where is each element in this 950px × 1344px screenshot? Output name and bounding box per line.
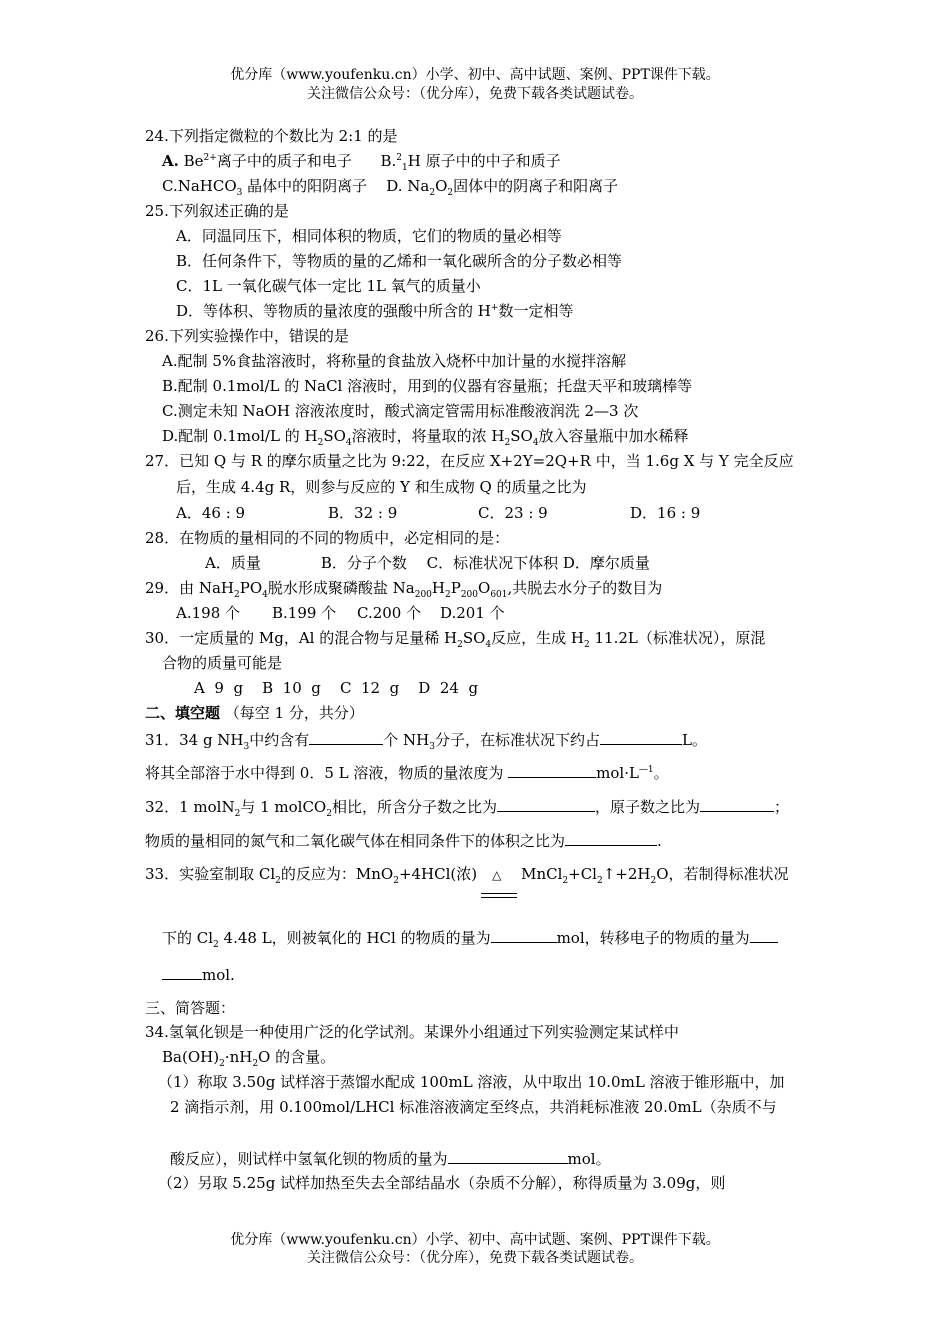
q33-l1e: +Cl [568,865,597,883]
heating-condition-sign [481,865,517,885]
q33-l1d: MnCl [521,865,563,883]
page-header-line-2: 关注微信公众号：（优分库），免费下载各类试题试卷。 [307,86,643,102]
q25-option-d: D．等体积、等物质的量浓度的强酸中所含的 H+数一定相等 [176,302,574,320]
q32-blank-2[interactable] [700,796,774,812]
q26-stem: 26.下列实验操作中，错误的是 [145,327,349,345]
q26-d-part1: D.配制 0.1mol/L 的 H [162,427,318,445]
q28-options: A．质量 B．分子个数 C．标准状况下体积 D．摩尔质量 [205,554,650,572]
q30-stem-1b: 反应，生成 H [491,629,584,647]
q30-stem-1: 30．一定质量的 Mg，Al 的混合物与足量稀 $H_2SO_4$反应，生成 $H_2$ 11.2L（标准状况），原混 [145,629,766,650]
q24-option-c: 晶体中的阳阴离子 [247,177,368,195]
q33-line-3 [162,964,235,985]
q34-part2-line-1: （2）另取 5.25g 试样加热至失去全部结晶水（杂质不分解），称得质量为 3.09g，则 [158,1174,726,1192]
equals-bar-bottom [481,897,517,898]
q34-l2c: O 的含量。 [258,1048,336,1066]
q29-option-b: B.199 个 [272,604,337,622]
q27-option-b: B．32 : 9 [328,504,398,522]
q31-line-1: 31．34 g $NH_3$中约含有 个 $NH_3$分子，在标准状况下约占 L。 [145,731,707,752]
q33-l1f: ↑+2H [602,865,651,883]
page-footer-line-2: 关注微信公众号：（优分库），免费下载各类试题试卷。 [307,1250,643,1266]
q24-stem: 24.下列指定微粒的个数比为 2:1 的是 [145,127,398,145]
section-3-title: 三、简答题： [145,999,236,1017]
q29-stem-c: ,共脱去水分子的数目为 [507,579,663,597]
q33-l1a: 33．实验室制取 Cl [145,865,276,883]
q33-l2c: mol，转移电子的物质的量为 [556,929,750,947]
q32-l1c: 相比，所含分子数之比为 [331,798,497,816]
delta-icon: △ [492,868,502,882]
q31-l1a: 31．34 g NH [145,731,244,749]
q34-p1c: 酸反应），则试样中氢氧化钡的物质的量为 [170,1150,448,1168]
q27-option-a: A．46 : 9 [176,504,246,522]
q26-option-d: D.配制 0.1mol/L 的 $H_2SO_4$溶液时，将量取的浓 $H_2SO_4$放入容量瓶中加水稀释 [162,427,689,448]
q33-blank-2b[interactable] [162,964,202,980]
q34-line-2: $Ba(OH)_2\cdot nH_2O$ 的含量。 [162,1048,336,1069]
q32-l1e: ； [773,798,789,816]
q34-l2b: ·nH [224,1048,253,1066]
q26-option-b: B.配制 0.1mol/L 的 NaCl 溶液时，用到的仪器有容量瓶；托盘天平和玻璃棒等 [162,377,693,395]
q24-option-d: 固体中的阴离子和阳离子 [453,177,619,195]
section-2-heading [145,703,364,723]
q30-stem-1c: 11.2L（标准状况），原混 [589,629,766,647]
q34-l2a: Ba(OH) [162,1048,220,1066]
q30-options: A 9 g B 10 g C 12 g D 24 g [194,679,479,697]
q25-option-a: A．同温同压下，相同体积的物质，它们的物质的量必相等 [176,227,562,245]
page-footer-line-1: 优分库（www.youfenku.cn）小学、初中、高中试题、案例、PPT课件下载。 [230,1232,720,1248]
q30-stem-1a: 30．一定质量的 Mg，Al 的混合物与足量稀 H [145,629,458,647]
q32-l2b: . [657,832,662,850]
q31-l1c: 个 NH [383,731,430,749]
q33-line-2: 下的 $Cl_2$ 4.48 L，则被氧化的 HCl 的物质的量为 mol，转移电子的物质的量为 [162,927,778,948]
q31-blank-3[interactable] [508,762,596,778]
q32-l1d: ，原子数之比为 [594,798,700,816]
q29-stem: 29．由 $NaH_2PO_4$脱水形成聚磷酸盐 $Na_{200}H_2P_{200}O_{601}$,共脱去水分子的数目为 [145,579,663,600]
q25-option-c: C．1L 一氧化碳气体一定比 1L 氧气的质量小 [176,277,481,295]
q34-part1-line-3 [170,1148,611,1169]
q33-line-1: 33．实验室制取 $Cl_2$的反应为：MnO$_2$+4HCl(浓) △ $MnCl_2+Cl_2↑+2H_2O$，若制得标准状况 [145,864,789,885]
q31-l2b: mol·L [596,764,639,782]
q33-blank-1[interactable] [491,927,557,943]
q33-l3: mol. [202,966,235,984]
q31-l2a: 将其全部溶于水中得到 0．5 L 溶液，物质的量浓度为 [145,764,504,782]
q28-stem: 28．在物质的量相同的不同的物质中，必定相同的是： [145,529,510,547]
q33-l1c: +4HCl(浓) [398,865,478,883]
q31-l1d: 分子，在标准状况下约占 [435,731,601,749]
q29-stem-a: 29．由 NaH [145,579,235,597]
q25-option-b: B．任何条件下，等物质的量的乙烯和一氧化碳所含的分子数必相等 [176,252,623,270]
q34-part1-line-1: （1）称取 3.50g 试样溶于蒸馏水配成 100mL 溶液，从中取出 10.0mL 溶液于锥形瓶中，加 [158,1073,785,1091]
q29-option-c: C.200 个 [357,604,422,622]
q34-line-1: 34.氢氧化钡是一种使用广泛的化学试剂。某课外小组通过下列实验测定某试样中 [145,1023,679,1041]
q26-option-a: A.配制 5%食盐溶液时，将称量的食盐放入烧杯中加计量的水搅拌溶解 [162,352,627,370]
q30-stem-2: 合物的质量可能是 [162,654,283,672]
section-2-title: 二、填空题 [145,704,221,722]
q33-l2a: 下的 Cl [162,929,214,947]
q24-options-cd: C.NaHCO$_3$ 晶体中的阳阴离子 D. $Na_2O_2$固体中的阴离子和阳离子 [162,177,619,198]
q27-option-d: D．16 : 9 [630,504,701,522]
q32-l1b: 与 1 molCO [240,798,327,816]
q26-d-part3: 放入容量瓶中加水稀释 [538,427,689,445]
q29-option-a: A.198 个 [176,604,240,622]
q33-l2b: 4.48 L，则被氧化的 HCl 的物质的量为 [218,929,491,947]
q27-stem-2: 后，生成 4.4g R，则参与反应的 Y 和生成物 Q 的质量之比为 [176,478,587,496]
page-header-line-1: 优分库（www.youfenku.cn）小学、初中、高中试题、案例、PPT课件下载。 [230,67,720,83]
q32-line-1: 32．1 molN$_2$与 1 molCO$_2$相比，所含分子数之比为 ，原子数之比为 ； [145,798,789,819]
q26-option-c: C.测定未知 NaOH 溶液浓度时，酸式滴定管需用标准酸液润洗 2—3 次 [162,402,639,420]
q27-stem-1: 27．已知 Q 与 R 的摩尔质量之比为 9:22，在反应 X+2Y=2Q+R 中，当 1.6g X 与 Y 完全反应 [145,452,794,470]
q29-stem-b: 脱水形成聚磷酸盐 Na [267,579,415,597]
q34-blank-1[interactable] [448,1148,568,1164]
q31-blank-2[interactable] [600,729,682,745]
q24-options-ab: A. $Be^{2+}$离子中的质子和电子 B.$^2_1$H 原子中的中子和质子 [162,152,561,173]
q31-l1e: L。 [682,731,707,749]
q34-p1d: mol。 [567,1150,611,1168]
q34-part1-line-2: 2 滴指示剂，用 0.100mol/LHCl 标准溶液滴定至终点，共消耗标准液 20.0mL（杂质不与 [170,1098,777,1116]
q32-line-2 [145,830,662,851]
equals-bar-top [481,893,517,894]
q27-option-c: C．23 : 9 [478,504,548,522]
q25-option-d-end: 数一定相等 [498,302,574,320]
q32-blank-1[interactable] [497,796,595,812]
q31-line-2: 将其全部溶于水中得到 0．5 L 溶液，物质的量浓度为 $mol\cdot L^{—1}$。 [145,764,669,782]
q32-l2a: 物质的量相同的氮气和二氧化碳气体在相同条件下的体积之比为 [145,832,566,850]
q31-l1b: 中约含有 [249,731,310,749]
q31-l2c: 。 [653,764,669,782]
q26-d-part2: 溶液时，将量取的浓 H [351,427,505,445]
q25-option-d-text: D．等体积、等物质的量浓度的强酸中所含的 H [176,302,491,320]
q25-stem: 25.下列叙述正确的是 [145,202,289,220]
section-2-note: （每空 1 分，共分） [224,704,364,722]
q33-l1b: 的反应为：MnO [280,865,394,883]
q29-option-d: D.201 个 [440,604,505,622]
q24-option-b: H 原子中的中子和质子 [407,152,561,170]
q32-l1a: 32．1 molN [145,798,235,816]
q33-blank-2a[interactable] [750,927,778,943]
q24-option-a: 离子中的质子和电子 [216,152,352,170]
q31-blank-1[interactable] [309,729,383,745]
q32-blank-3[interactable] [565,830,657,846]
q33-l1g: O，若制得标准状况 [656,865,789,883]
